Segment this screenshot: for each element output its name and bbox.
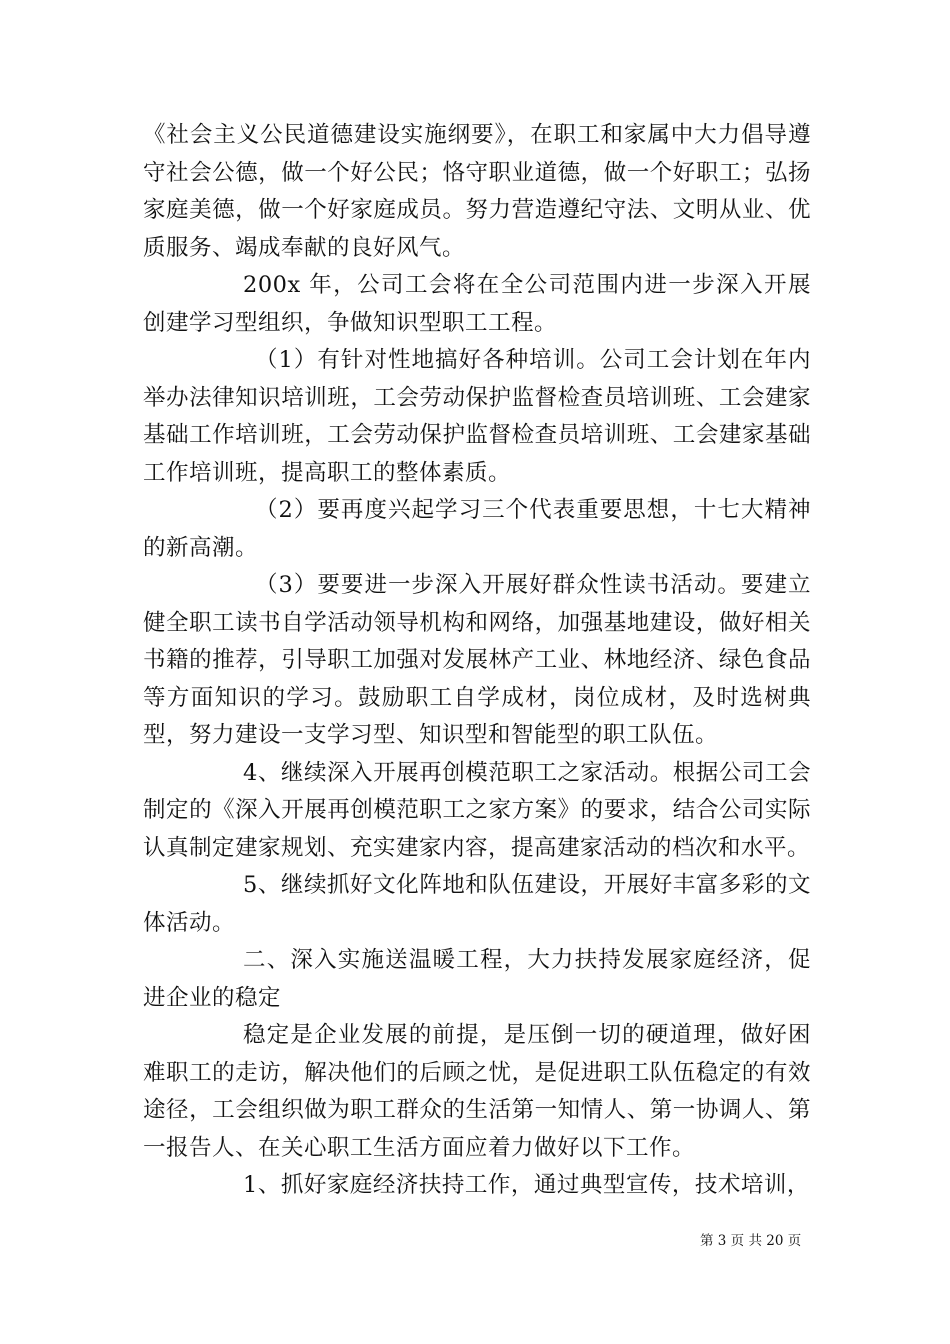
document-body: [143, 117, 811, 1205]
page-number-footer: 第 3 页 共 20 页: [700, 1233, 802, 1249]
paragraph-model-home: 4、继续深入开展再创模范职工之家活动。根据公司工会制定的《深入开展再创模范职工之家方案》的要求，结合公司实际认真制定建家规划、充实建家内容，提高建家活动的档次和水平。: [143, 759, 811, 861]
paragraph-culture-sports: 5、继续抓好文化阵地和队伍建设，开展好丰富多彩的文体活动。: [143, 872, 811, 936]
section-heading-warmth-project: 二、深入实施送温暖工程，大力扶持发展家庭经济，促进企业的稳定: [143, 947, 811, 1011]
paragraph-stability: 稳定是企业发展的前提，是压倒一切的硬道理，做好困难职工的走访，解决他们的后顾之忧，是促进职工队伍稳定的有效途径，工会组织做为职工群众的生活第一知情人、第一协调人、第一报告人、在关心职工生活方面应着力做好以下工作。: [143, 1022, 811, 1161]
paragraph-ethics-outline: 《社会主义公民道德建设实施纲要》，在职工和家属中大力倡导遵守社会公德，做一个好公民；恪守职业道德，做一个好职工；弘扬家庭美德，做一个好家庭成员。努力营造遵纪守法、文明从业、优质服务、竭成奉献的良好风气。: [143, 122, 811, 261]
paragraph-training-plan: （1）有针对性地搞好各种培训。公司工会计划在年内举办法律知识培训班，工会劳动保护监督检查员培训班、工会建家基础工作培训班，工会劳动保护监督检查员培训班、工会建家基础工作培训班，提高职工的整体素质。: [143, 347, 811, 486]
paragraph-study-wave: （2）要再度兴起学习三个代表重要思想，十七大精神的新高潮。: [143, 497, 811, 561]
paragraph-learning-organization: 200x 年，公司工会将在全公司范围内进一步深入开展创建学习型组织，争做知识型职工工程。: [143, 272, 811, 336]
paragraph-family-economy: 1、抓好家庭经济扶持工作，通过典型宣传，技术培训，: [243, 1172, 810, 1198]
paragraph-reading-activity: （3）要要进一步深入开展好群众性读书活动。要建立健全职工读书自学活动领导机构和网络，加强基地建设，做好相关书籍的推荐，引导职工加强对发展林产工业、林地经济、绿色食品等方面知识的学习。鼓励职工自学成材，岗位成材，及时选树典型，努力建设一支学习型、知识型和智能型的职工队伍。: [143, 572, 811, 748]
